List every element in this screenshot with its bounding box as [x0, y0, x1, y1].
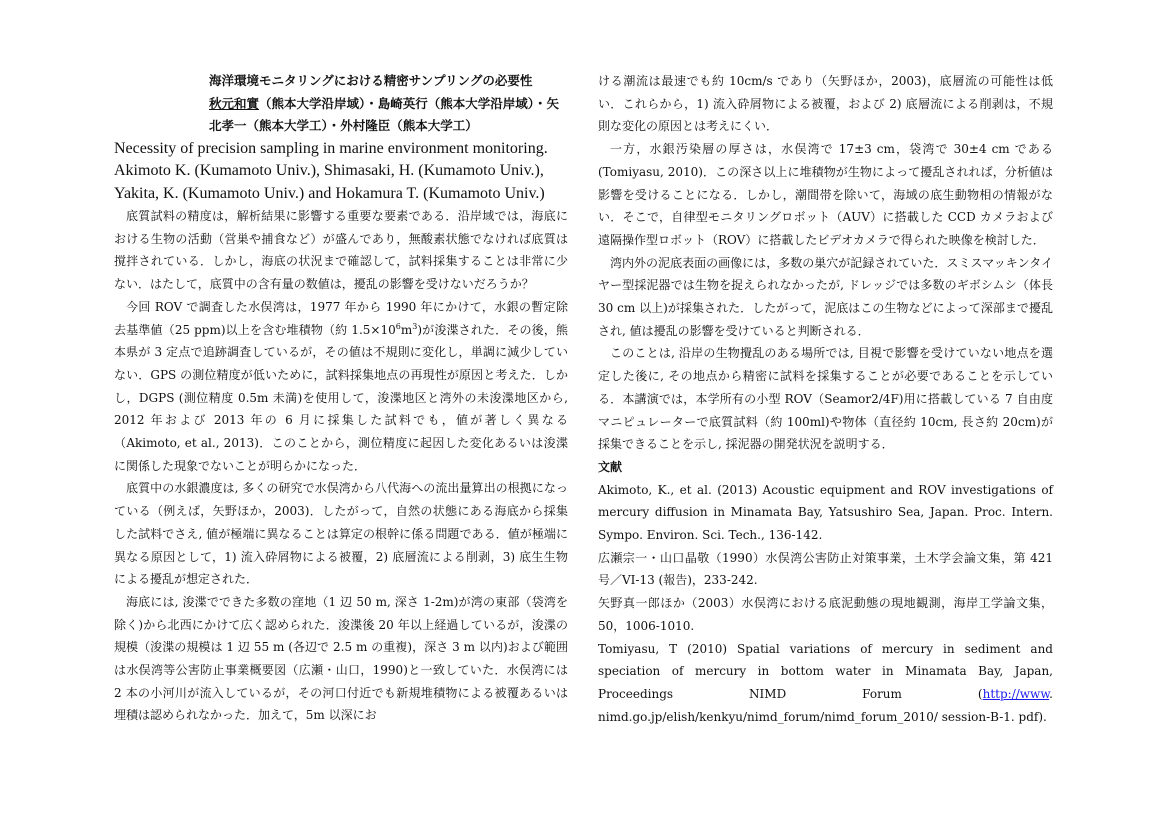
- japanese-title-block: [209, 70, 568, 138]
- left-paragraph-3: 底質中の水銀濃度は, 多くの研究で水俣湾から八代海への流出量算出の根拠になっている（例えば，矢野ほか，2003)．したがって，自然の状態にある海底から採集した試料でさえ, 値が極端に異なることは算定の根幹に係る問題である．値が極端に異なる原因として，1) 流入砕屑物による被覆，2) 底層流による削剥，3) 底生生物による擾乱が想定された．: [114, 481, 568, 587]
- p2-superscript-6: 6: [395, 321, 401, 331]
- reference-2: 広瀬宗一・山口晶敬（1990）水俣湾公害防止対策事業，土木学会論文集，第 421 号／VI-13 (報告)，233-242.: [598, 550, 1053, 588]
- japanese-title: 海洋環境モニタリングにおける精密サンプリングの必要性: [209, 73, 533, 88]
- p2-superscript-3: 3: [412, 321, 418, 331]
- japanese-authors: [209, 96, 559, 134]
- left-paragraph-1: 底質試料の精度は，解析結果に影響する重要な要素である．沿岸域では，海底における生物の活動（営巣や捕食など）が盛んであり，無酸素状態でなければ底質は撹拌されている．しかし，海底の状況まで確認して，試料採集することは非常に少ない．はたして，底質中の含有量の数値は，擾乱の影響を受けないだろうか？: [114, 209, 568, 292]
- english-authors-line-2: Yakita, K. (Kumamoto Univ.) and Hokamura T. (Kumamoto Univ.): [114, 184, 545, 202]
- reference-1: Akimoto, K., et al. (2013) Acoustic equipment and ROV investigations of mercury diffusion in Minamata Bay, Yatsushiro Sea, Japan. Proc. Intern. Sympo. Environ. Sci. Tech., 136-142.: [598, 482, 1053, 543]
- reference-4-text-a: Tomiyasu, T (2010) Spatial variations of mercury in sediment and speciation of mercury in bottom water in Minamata Bay, Japan, Proceedings NIMD Forum (: [598, 641, 1053, 701]
- reference-4-text-b: . nimd.go.jp/elish/kenkyu/nimd_forum/nimd_forum_2010/ session-B-1. pdf).: [598, 686, 1053, 724]
- english-title: Necessity of precision sampling in marine environment monitoring.: [114, 139, 548, 157]
- right-paragraph-3: 湾内外の泥底表面の画像には，多数の巣穴が記録されていた．スミスマッキンタイヤー型採泥器では生物を捉えられなかったが, ドレッジでは多数のギボシムシ（体長 30 cm 以上)が採集された．したがって，泥底はこの生物などによって深部まで擾乱され, 値は擾乱の影響を受けていると判断される．: [598, 255, 1053, 338]
- right-paragraph-4: このことは, 沿岸の生物攪乱のある場所では, 目視で影響を受けていない地点を選定した後に, その地点から精密に試料を採集することが必要であることを示している．本講演では，本学所有の小型 ROV（Seamor2/4F)用に搭載している 7 自由度マニピュレーターで底質試料（約 100ml)や物体（直径約 10cm, 長さ約 20cm)が採集できることを示し, 採泥器の開発状況を説明する．: [598, 346, 1053, 452]
- author-line-rest: （熊本大学沿岸域）・島崎英行（熊本大学沿岸域）・矢北孝一（熊本大学工）・外村隆臣（熊本大学工）: [209, 95, 560, 133]
- right-paragraph-2: 一方，水銀汚染層の厚さは，水俣湾で 17±3 cm，袋湾で 30±4 cm である (Tomiyasu, 2010)．この深さ以上に堆積物が生物によって擾乱されれば，分析値は影響を受けることになる．しかし，潮間帯を除いて，海域の底生動物相の情報がない．そこで，自律型モニタリングロボット（AUV）に搭載した CCD カメラおよび遠隔操作型ロボット（ROV）に搭載したビデオカメラで得られた映像を検討した．: [598, 142, 1053, 247]
- right-column: [598, 70, 1053, 728]
- english-authors-line-1: Akimoto K. (Kumamoto Univ.), Shimasaki, H. (Kumamoto Univ.),: [114, 162, 544, 179]
- p2-text-a: 今回 ROV で調査した水俣湾は，1977 年から 1990 年にかけて，水銀の暫定除去基準値（25 ppm)以上を含む堆積物（約 1.5×10: [114, 299, 568, 337]
- p2-text-b: m: [400, 322, 413, 337]
- right-paragraph-1: ける潮流は最速でも約 10cm/s であり（矢野ほか，2003)，底層流の可能性は低い．これらから，1) 流入砕屑物による被覆，および 2) 底層流による削剥は，不規則な変化の原因とは考えにくい．: [598, 74, 1053, 134]
- reference-4: [598, 638, 1053, 729]
- presenter-name: 秋元和實: [209, 95, 260, 111]
- reference-3: 矢野真一郎ほか（2003）水俣湾における底泥動態の現地観測，海岸工学論文集，50，1006-1010.: [598, 596, 1053, 633]
- left-paragraph-2: [114, 296, 568, 478]
- p2-text-c: )が浚渫された．その後，熊本県が 3 定点で追跡調査しているが，その値は不規則に変化し，単調に減少していない．GPS の測位精度が低いために，試料採集地点の再現性が原因と考えた．しかし，DGPS (測位精度 0.5m 未満)を使用して，浚渫地区と湾外の未浚渫地区から, 2012 年および 2013 年の 6 月に採集した試料でも，値が著しく異なる（Akimoto, et al., 2013)．このことから，測位精度に起因した変化あるいは浚渫に関係した現象でないことが明らかになった．: [114, 322, 568, 473]
- left-column: [114, 70, 568, 727]
- references-heading: 文献: [598, 459, 623, 474]
- reference-4-link[interactable]: http://www: [982, 686, 1050, 701]
- left-paragraph-4: 海底には, 浚渫でできた多数の窪地（1 辺 50 m, 深さ 1-2m)が湾の東部（袋湾を除く)から北西にかけて広く認められた．浚渫後 20 年以上経過しているが，浚渫の規模（浚渫の規模は 1 辺 55 m (各辺で 2.5 m の重複)，深さ 3 m 以内)および範囲は水俣湾等公害防止事業概要図（広瀬・山口，1990)と一致していた．水俣湾には 2 本の小河川が流入しているが，その河口付近でも新規堆積物による被覆あるいは埋積は認められなかった．加えて，5m 以深にお: [114, 594, 568, 723]
